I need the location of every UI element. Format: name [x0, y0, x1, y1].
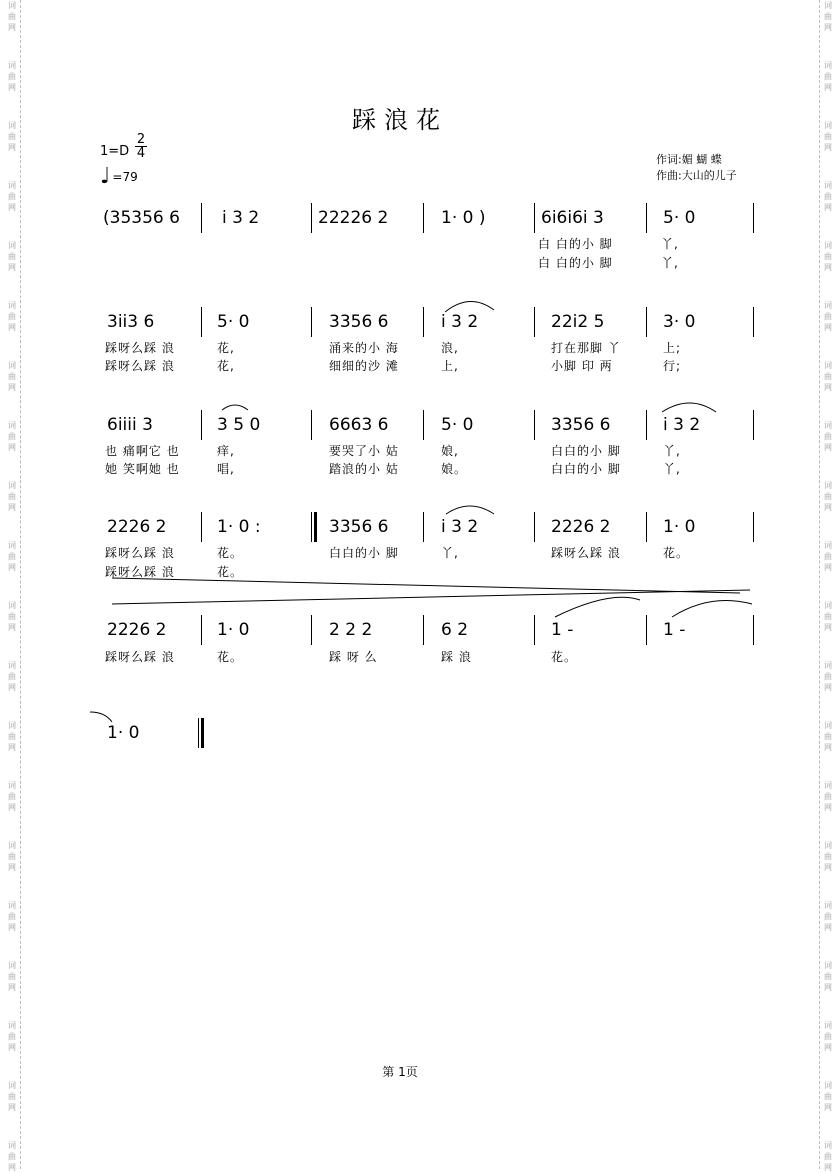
watermark-glyph: 网: [8, 23, 16, 32]
watermark-glyph: 网: [8, 323, 16, 332]
lyric: 涌来的小 海: [329, 341, 399, 355]
watermark-glyph: 网: [8, 503, 16, 512]
measure-notes: i 3 2: [663, 415, 701, 435]
watermark-glyph: 网: [824, 203, 832, 212]
watermark-glyph: 网: [824, 503, 832, 512]
watermark-glyph: 网: [824, 83, 832, 92]
watermark-glyph: 网: [824, 263, 832, 272]
watermark-glyph: 词: [824, 181, 832, 190]
watermark-glyph: 网: [824, 1103, 832, 1112]
watermark-glyph: 曲: [8, 612, 16, 621]
lyric: 唱,: [217, 462, 235, 476]
watermark-glyph: 词: [8, 301, 16, 310]
watermark-glyph: 曲: [824, 912, 832, 921]
watermark-glyph: 词: [8, 421, 16, 430]
lyric: 踩呀么踩 浪: [105, 546, 175, 560]
quarter-note-icon: ♩: [100, 164, 111, 189]
watermark-glyph: 词: [8, 1, 16, 10]
lyric: 踩呀么踩 浪: [105, 565, 175, 579]
lyric: 踩 浪: [441, 650, 472, 664]
long-line: [112, 578, 740, 593]
slur: [662, 403, 716, 412]
lyric: 也 痛啊它 也: [105, 444, 180, 458]
watermark-glyph: 网: [824, 563, 832, 572]
measure-notes: 5· 0: [217, 312, 250, 332]
lyric: 白 白的小 脚: [538, 237, 613, 251]
slur: [555, 597, 640, 617]
watermark-glyph: 词: [824, 421, 832, 430]
watermark-glyph: 网: [824, 983, 832, 992]
watermark-glyph: 曲: [8, 912, 16, 921]
watermark-glyph: 词: [8, 961, 16, 970]
watermark-glyph: 曲: [8, 372, 16, 381]
lyric: 她 笑啊她 也: [105, 462, 180, 476]
lyric: 痒,: [217, 444, 235, 458]
watermark-glyph: 曲: [8, 312, 16, 321]
watermark-glyph: 网: [824, 23, 832, 32]
measure-notes: 2226 2: [551, 517, 611, 537]
watermark-glyph: 网: [8, 203, 16, 212]
lyric: 丫,: [661, 256, 679, 270]
watermark-glyph: 曲: [824, 612, 832, 621]
lyric: 娘,: [441, 444, 459, 458]
watermark-glyph: 曲: [824, 792, 832, 801]
watermark-glyph: 曲: [8, 132, 16, 141]
watermark-glyph: 网: [824, 143, 832, 152]
measure-notes: 1· 0: [217, 620, 250, 640]
slur: [90, 712, 112, 722]
watermark-glyph: 词: [824, 121, 832, 130]
watermark-glyph: 曲: [8, 492, 16, 501]
watermark-glyph: 词: [8, 241, 16, 250]
measure-notes: 2226 2: [107, 517, 167, 537]
watermark-glyph: 曲: [8, 72, 16, 81]
measure-notes: 6i6i6i 3: [541, 208, 604, 228]
watermark-glyph: 网: [824, 623, 832, 632]
measure-notes: 6 2: [441, 620, 469, 640]
watermark-glyph: 网: [8, 983, 16, 992]
meter-numerator: 2: [136, 132, 146, 147]
measure-notes: 1· 0 ): [441, 208, 486, 228]
watermark-glyph: 词: [824, 901, 832, 910]
lyric: 上,: [441, 359, 459, 373]
lyric: 丫,: [661, 237, 679, 251]
watermark-glyph: 词: [8, 1081, 16, 1090]
lyric: 踩呀么踩 浪: [551, 546, 621, 560]
watermark-glyph: 网: [8, 383, 16, 392]
lyric: 踏浪的小 姑: [329, 462, 399, 476]
lyric: 丫,: [663, 462, 681, 476]
measure-notes: 1· 0: [107, 723, 140, 743]
lyric: 花。: [217, 546, 244, 560]
tempo-value: =79: [112, 169, 138, 184]
lyric: 花。: [551, 650, 578, 664]
watermark-glyph: 曲: [824, 1152, 832, 1161]
watermark-glyph: 曲: [824, 72, 832, 81]
lyric: 花。: [217, 650, 244, 664]
measure-notes: 22i2 5: [551, 312, 605, 332]
measure-notes: i 3 2: [441, 517, 479, 537]
watermark-glyph: 词: [824, 661, 832, 670]
watermark-glyph: 曲: [824, 972, 832, 981]
lyric: 花。: [663, 546, 690, 560]
watermark-glyph: 词: [8, 481, 16, 490]
watermark-glyph: 词: [8, 1021, 16, 1030]
lyric: 踩 呀 么: [329, 650, 378, 664]
watermark-glyph: 词: [824, 361, 832, 370]
watermark-glyph: 词: [8, 721, 16, 730]
watermark-glyph: 词: [824, 1, 832, 10]
measure-notes: 3356 6: [551, 415, 611, 435]
lyric: 踩呀么踩 浪: [105, 359, 175, 373]
watermark-glyph: 网: [824, 863, 832, 872]
measure-notes: 3356 6: [329, 312, 389, 332]
watermark-glyph: 网: [824, 803, 832, 812]
watermark-glyph: 网: [824, 443, 832, 452]
watermark-glyph: 曲: [824, 252, 832, 261]
meter-denominator: 4: [136, 146, 146, 161]
song-title: 踩浪花: [352, 106, 448, 134]
watermark-glyph: 曲: [8, 192, 16, 201]
watermark-glyph: 词: [824, 1081, 832, 1090]
watermark-glyph: 网: [824, 743, 832, 752]
measure-notes: 6663 6: [329, 415, 389, 435]
lyric: 丫,: [441, 546, 459, 560]
watermark-glyph: 网: [8, 923, 16, 932]
watermark-glyph: 词: [8, 661, 16, 670]
measure-notes: 5· 0: [663, 208, 696, 228]
measure-notes: 5· 0: [441, 415, 474, 435]
measure-notes: 1· 0: [663, 517, 696, 537]
lyric: 白 白的小 脚: [538, 256, 613, 270]
watermark-glyph: 网: [8, 443, 16, 452]
watermark-glyph: 曲: [8, 672, 16, 681]
lyric: 踩呀么踩 浪: [105, 341, 175, 355]
watermark-glyph: 网: [824, 383, 832, 392]
watermark-glyph: 网: [824, 923, 832, 932]
watermark-glyph: 词: [824, 1141, 832, 1150]
watermark-glyph: 词: [824, 601, 832, 610]
watermark-glyph: 曲: [8, 1092, 16, 1101]
watermark-glyph: 曲: [824, 432, 832, 441]
watermark-glyph: 词: [824, 781, 832, 790]
watermark-glyph: 曲: [824, 732, 832, 741]
watermark-glyph: 网: [8, 863, 16, 872]
watermark-glyph: 网: [8, 743, 16, 752]
watermark-glyph: 曲: [824, 312, 832, 321]
lyric: 白白的小 脚: [551, 462, 621, 476]
watermark-glyph: 词: [8, 61, 16, 70]
watermark-glyph: 词: [824, 61, 832, 70]
measure-notes: 3ii3 6: [107, 312, 155, 332]
measure-notes: 3 5 0: [217, 415, 261, 435]
lyric: 丫,: [663, 444, 681, 458]
watermark-glyph: 词: [8, 601, 16, 610]
watermark-glyph: 网: [824, 1163, 832, 1172]
watermark-glyph: 曲: [8, 972, 16, 981]
watermark-glyph: 词: [824, 1021, 832, 1030]
watermark-glyph: 网: [8, 623, 16, 632]
watermark-glyph: 曲: [824, 192, 832, 201]
watermark-glyph: 词: [8, 361, 16, 370]
watermark-glyph: 网: [824, 323, 832, 332]
watermark-glyph: 曲: [8, 432, 16, 441]
watermark-glyph: 网: [8, 803, 16, 812]
slur: [445, 301, 494, 312]
lyricist-credit: 作词:媚 蝴 蝶: [656, 153, 722, 166]
lyric: 浪,: [441, 341, 459, 355]
watermark-glyph: 词: [8, 901, 16, 910]
lyric: 白白的小 脚: [551, 444, 621, 458]
watermark-glyph: 曲: [824, 132, 832, 141]
page-number: 第 1页: [382, 1065, 418, 1079]
lyric: 行;: [663, 359, 682, 373]
lyric: 白白的小 脚: [329, 546, 399, 560]
watermark-glyph: 曲: [8, 732, 16, 741]
watermark-glyph: 网: [8, 83, 16, 92]
measure-notes: i 3 2: [222, 208, 260, 228]
watermark-glyph: 网: [8, 1103, 16, 1112]
watermark-glyph: 曲: [824, 12, 832, 21]
watermark-glyph: 词: [8, 181, 16, 190]
long-line: [112, 590, 750, 604]
watermark-glyph: 词: [824, 841, 832, 850]
watermark-glyph: 曲: [824, 552, 832, 561]
watermark-glyph: 词: [824, 541, 832, 550]
lyric: 花。: [217, 565, 244, 579]
measure-notes: 2226 2: [107, 620, 167, 640]
lyric: 打在那脚 丫: [551, 341, 621, 355]
watermark-glyph: 曲: [824, 852, 832, 861]
watermark-glyph: 词: [8, 781, 16, 790]
key-signature: 1=D: [100, 144, 130, 159]
measure-notes: i 3 2: [441, 312, 479, 332]
watermark-glyph: 网: [8, 1163, 16, 1172]
watermark-glyph: 曲: [8, 852, 16, 861]
watermark-glyph: 词: [8, 121, 16, 130]
lyric: 花,: [217, 359, 235, 373]
watermark-glyph: 网: [8, 1043, 16, 1052]
lyric: 踩呀么踩 浪: [105, 650, 175, 664]
watermark-glyph: 网: [8, 683, 16, 692]
watermark-glyph: 词: [824, 721, 832, 730]
watermark-glyph: 词: [824, 961, 832, 970]
watermark-glyph: 词: [8, 1141, 16, 1150]
slur: [672, 601, 752, 617]
measure-notes: 6iiii 3: [107, 415, 153, 435]
slur: [222, 405, 248, 410]
slur: [446, 506, 494, 514]
lyric: 小脚 印 两: [551, 359, 613, 373]
lyric: 上;: [663, 341, 682, 355]
measure-notes: 2 2 2: [329, 620, 373, 640]
watermark-glyph: 曲: [824, 672, 832, 681]
watermark-glyph: 词: [8, 541, 16, 550]
measure-notes: (35356 6: [103, 208, 180, 228]
watermark-glyph: 网: [8, 263, 16, 272]
measure-notes: 22226 2: [318, 208, 389, 228]
lyric: 要哭了小 姑: [329, 444, 399, 458]
lyric: 细细的沙 滩: [329, 359, 399, 373]
watermark-glyph: 网: [824, 1043, 832, 1052]
watermark-glyph: 词: [824, 241, 832, 250]
watermark-glyph: 曲: [824, 1032, 832, 1041]
watermark-glyph: 词: [824, 301, 832, 310]
watermark-glyph: 网: [824, 683, 832, 692]
watermark-glyph: 曲: [8, 1032, 16, 1041]
lyric: 娘。: [441, 462, 468, 476]
watermark-glyph: 曲: [8, 252, 16, 261]
measure-notes: 1· 0 :: [217, 517, 261, 537]
watermark-glyph: 曲: [8, 1152, 16, 1161]
watermark-glyph: 词: [824, 481, 832, 490]
watermark-glyph: 曲: [824, 372, 832, 381]
watermark-glyph: 网: [8, 143, 16, 152]
watermark-glyph: 词: [8, 841, 16, 850]
watermark-glyph: 曲: [824, 492, 832, 501]
measure-notes: 3· 0: [663, 312, 696, 332]
watermark-glyph: 曲: [824, 1092, 832, 1101]
watermark-glyph: 曲: [8, 792, 16, 801]
watermark-glyph: 曲: [8, 12, 16, 21]
watermark-glyph: 网: [8, 563, 16, 572]
lyric: 花,: [217, 341, 235, 355]
composer-credit: 作曲:大山的儿子: [656, 169, 737, 182]
measure-notes: 3356 6: [329, 517, 389, 537]
measure-notes: 1 -: [551, 620, 574, 640]
watermark-glyph: 曲: [8, 552, 16, 561]
measure-notes: 1 -: [663, 620, 686, 640]
